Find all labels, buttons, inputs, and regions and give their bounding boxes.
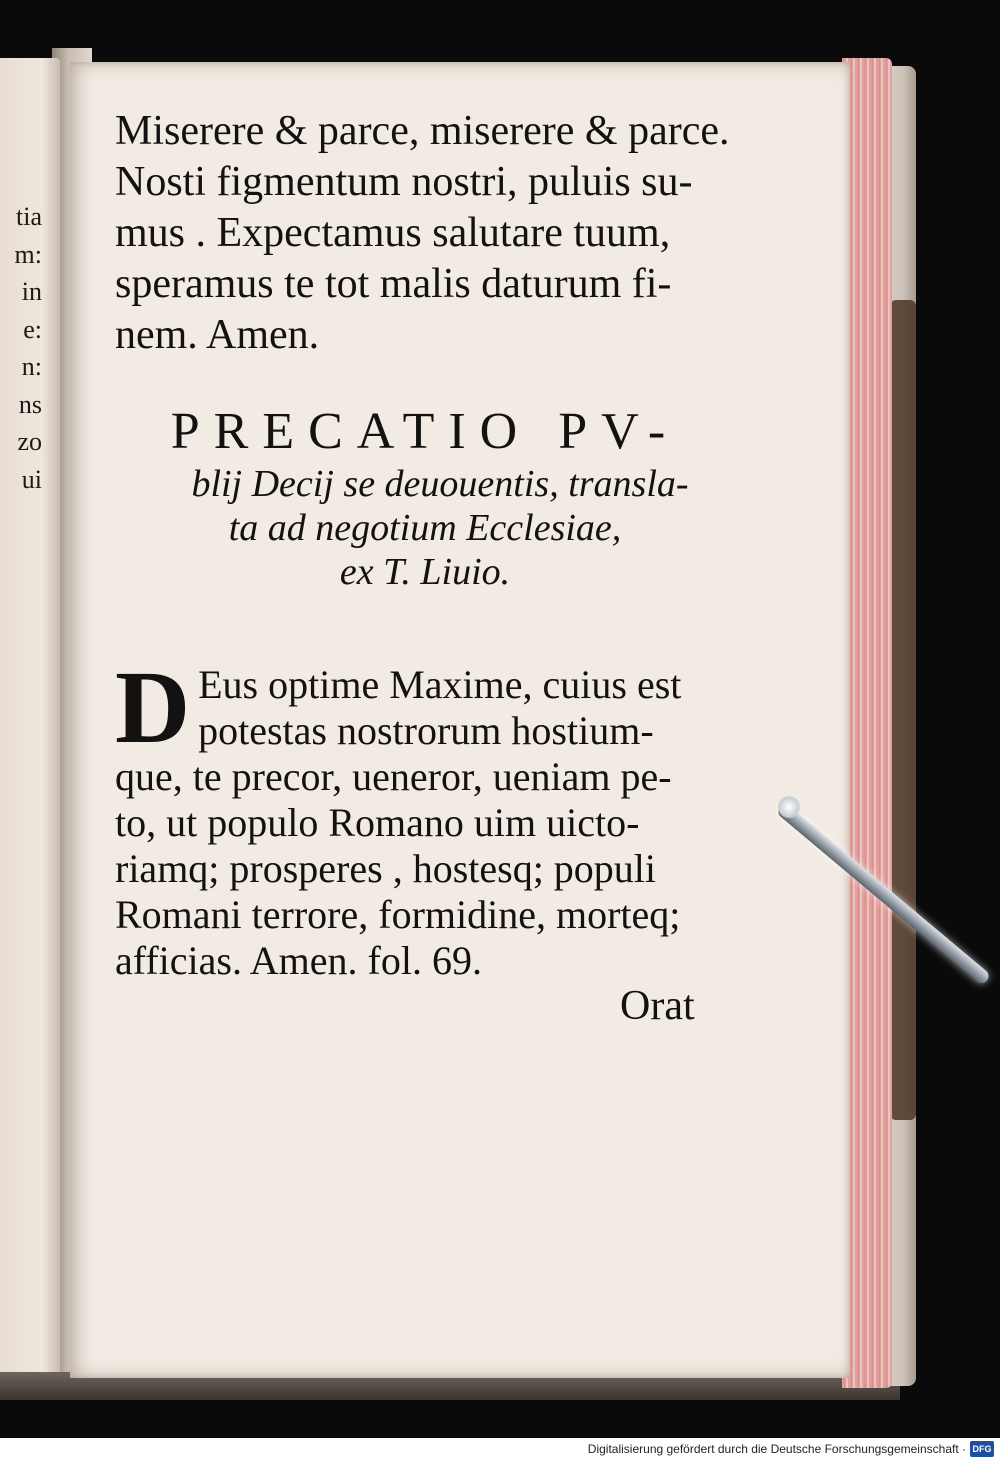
left-fragment: e: (23, 314, 42, 344)
text-line: speramus te tot malis daturum fi- (115, 261, 672, 307)
left-fragment: ns (18, 389, 42, 419)
left-page (0, 58, 60, 1380)
right-page (70, 62, 850, 1378)
text-line: Eus optime Maxime, cuius est (198, 662, 682, 707)
left-fragment: zo (17, 427, 42, 456)
cover-stain (890, 300, 916, 1120)
text-line: potestas nostrorum hostium- (198, 708, 654, 753)
catchword: Orat (620, 983, 695, 1029)
left-page-text-fragments (0, 198, 42, 498)
text-line: to, ut populo Romano uim uicto- (115, 800, 640, 845)
heading-line: ta ad negotium Ecclesiae, (228, 507, 622, 549)
text-line: afficias. Amen. fol. 69. (115, 938, 482, 983)
left-fragment: in (21, 277, 42, 306)
text-line: Miserere & parce, miserere & parce. (115, 108, 730, 154)
footer-bar (0, 1438, 1000, 1461)
text-line: Romani terrore, formidine, morteq; (115, 892, 681, 937)
left-fragment: ui (21, 464, 42, 494)
text-line: que, te precor, ueneror, ueniam pe- (115, 754, 672, 799)
left-fragment: n: (21, 352, 42, 381)
heading-line: ex T. Liuio. (339, 551, 511, 593)
funding-credit: Digitalisierung gefördert durch die Deutsche Forschungsgemeinschaft · (587, 1442, 966, 1456)
text-line: nem. Amen. (115, 312, 320, 358)
heading-line: blij Decij se deuouentis, transla- (191, 463, 689, 505)
heading-title: PRECATIO PV- (170, 403, 680, 460)
left-fragment: m: (14, 239, 42, 269)
prayer-paragraph (115, 650, 735, 984)
pointer-tip (778, 796, 800, 818)
drop-cap: D (115, 650, 191, 765)
text-line: riamq; prosperes , hostesq; populi (115, 846, 657, 891)
left-fragment: tia (16, 202, 42, 231)
section-heading (115, 402, 735, 594)
dfg-logo-icon: DFG (970, 1441, 994, 1457)
paragraph-miserere (115, 106, 730, 361)
text-line: mus . Expectamus salutare tuum, (115, 210, 671, 256)
text-line: Nosti figmentum nostri, puluis su- (115, 159, 693, 205)
